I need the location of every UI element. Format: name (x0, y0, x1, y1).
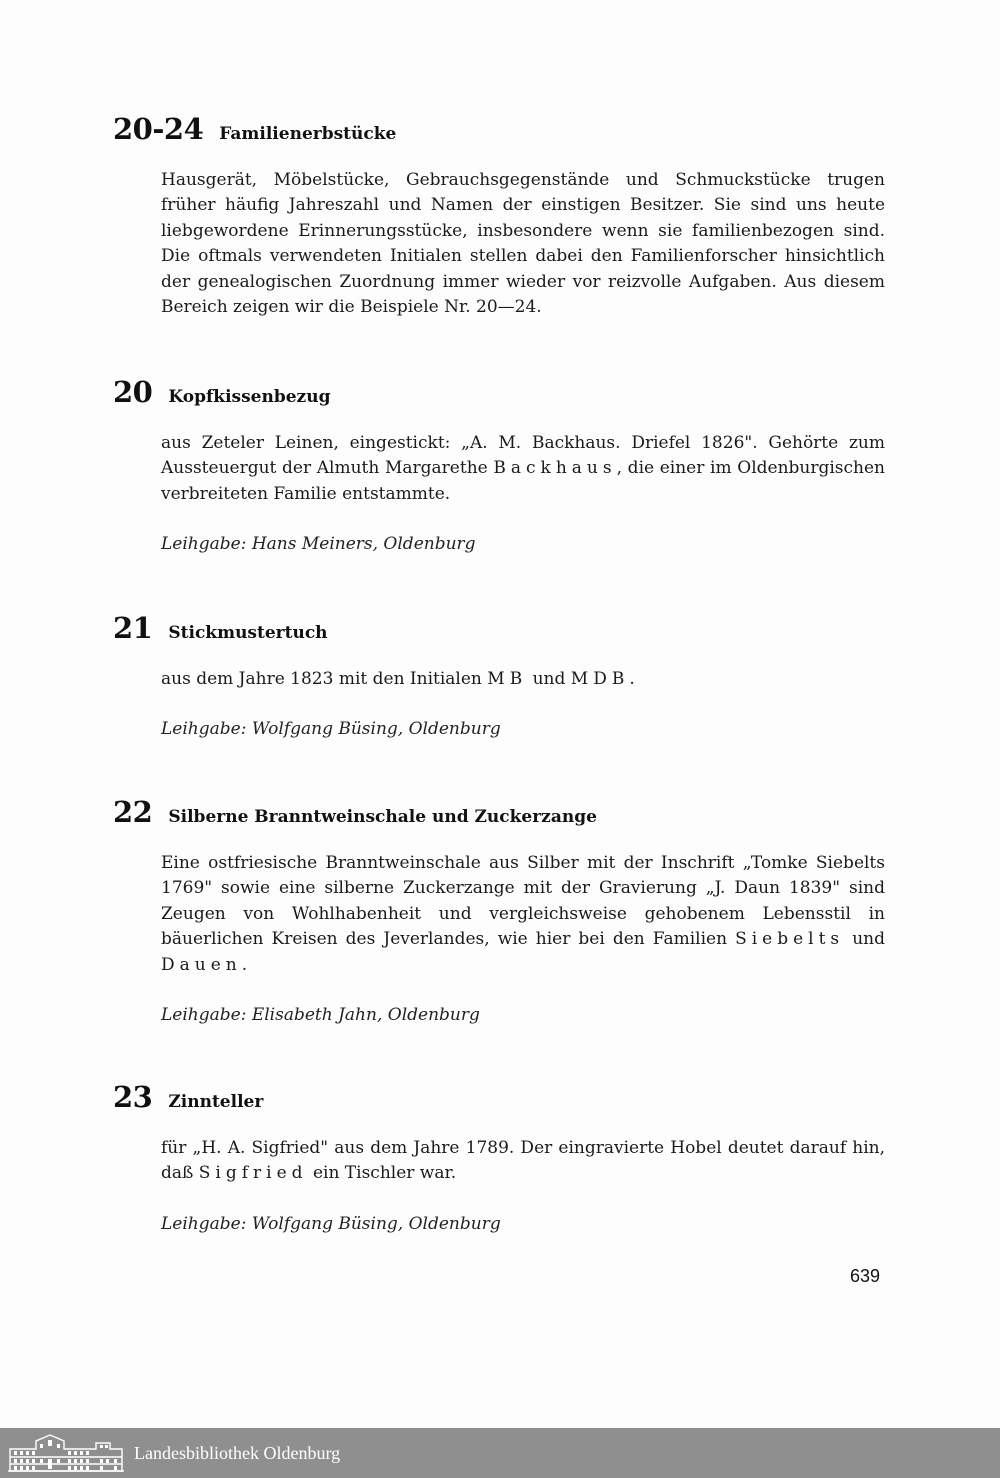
section-title: Familienerbstücke (219, 124, 397, 144)
loan-credit: Leihgabe: Hans Meiners, Oldenburg (161, 534, 476, 555)
section-paragraph (161, 851, 885, 978)
section-text (161, 851, 885, 978)
section-number: 23 (113, 1080, 153, 1114)
text-part: ein Tischler war. (307, 1163, 457, 1184)
section-title: Kopfkissenbezug (168, 387, 331, 407)
section-20-24 (113, 112, 885, 320)
section-22 (113, 795, 885, 1025)
spaced-initials: MB (487, 669, 528, 689)
section-number: 21 (113, 611, 153, 645)
text-part: , die einer im Oldenburgischen verbreiteten Familie entstammte. (161, 458, 885, 504)
text-part: . (629, 669, 635, 689)
loan-credit: Leihgabe: Wolfgang Büsing, Oldenburg (161, 719, 501, 740)
text-part: Eine ostfriesische Branntweinschale aus Silber mit der Inschrift „Tomke Siebelts 1769" sowie eine silberne Zuckerzange mit der Gravierung „J. Daun 1839" sind Zeugen von Wohlhabenheit und vergleichsweise gehobenem Lebensstil in bäuerlichen Kreisen des Jeverlandes, wie hier bei den Familien (161, 853, 885, 950)
spaced-name: Sigfried (198, 1163, 308, 1184)
section-text (161, 431, 885, 507)
section-number: 20 (113, 375, 153, 409)
text-part: . (241, 954, 248, 975)
section-paragraph: Hausgerät, Möbelstücke, Gebrauchsgegenstände und Schmuckstücke trugen früher häufig Jahreszahl und Namen der einstigen Besitzer. Sie sind uns heute liebgewordene Erinnerungsstücke, insbesondere wenn sie familienbezogen sind. Die oftmals verwendeten Initialen stellen dabei den Familienforscher hinsichtlich der genealogischen Zuordnung immer wieder vor reizvolle Aufgaben. Aus diesem Bereich zeigen wir die Beispiele Nr. 20—24. (161, 170, 885, 318)
section-heading (113, 112, 885, 146)
section-paragraph (161, 1136, 885, 1187)
text-part: aus Zeteler Leinen, eingestickt: „A. M. Backhaus. Driefel 1826". Gehörte zum Aussteuergut der Almuth Margarethe (161, 433, 885, 479)
section-text (161, 1136, 885, 1187)
library-name: Landesbibliothek Oldenburg (134, 1442, 341, 1463)
spaced-initials: MDB (570, 669, 630, 689)
section-heading (113, 611, 885, 645)
section-23 (113, 1080, 885, 1234)
section-number: 22 (113, 795, 153, 829)
section-20 (113, 375, 885, 554)
loan-credit: Leihgabe: Elisabeth Jahn, Oldenburg (161, 1005, 480, 1026)
section-heading (113, 1080, 885, 1114)
spaced-name: Siebelts (735, 929, 845, 950)
text-part: für „H. A. Sigfried" aus dem Jahre 1789. Der eingravierte Hobel deutet darauf hin, daß (161, 1138, 885, 1184)
library-building-icon (6, 1431, 126, 1475)
spaced-name: Dauen (161, 954, 242, 975)
section-title: Zinnteller (168, 1092, 264, 1112)
section-title: Stickmustertuch (168, 623, 328, 643)
section-text (161, 667, 885, 692)
section-paragraph (161, 667, 885, 692)
section-heading (113, 375, 885, 409)
loan-credit: Leihgabe: Wolfgang Büsing, Oldenburg (161, 1213, 501, 1234)
text-part: aus dem Jahre 1823 mit den Initialen (161, 669, 488, 689)
text-part: und (844, 929, 886, 950)
section-21 (113, 611, 885, 739)
section-heading (113, 795, 885, 829)
footer-bar (0, 1428, 1000, 1478)
section-title: Silberne Branntweinschale und Zuckerzange (168, 807, 597, 827)
spaced-name: Backhaus (493, 458, 617, 479)
section-number: 20-24 (113, 112, 204, 146)
page-number: 639 (850, 1266, 881, 1286)
text-part: und (527, 669, 571, 689)
section-paragraph (161, 431, 885, 507)
section-text (161, 168, 885, 320)
